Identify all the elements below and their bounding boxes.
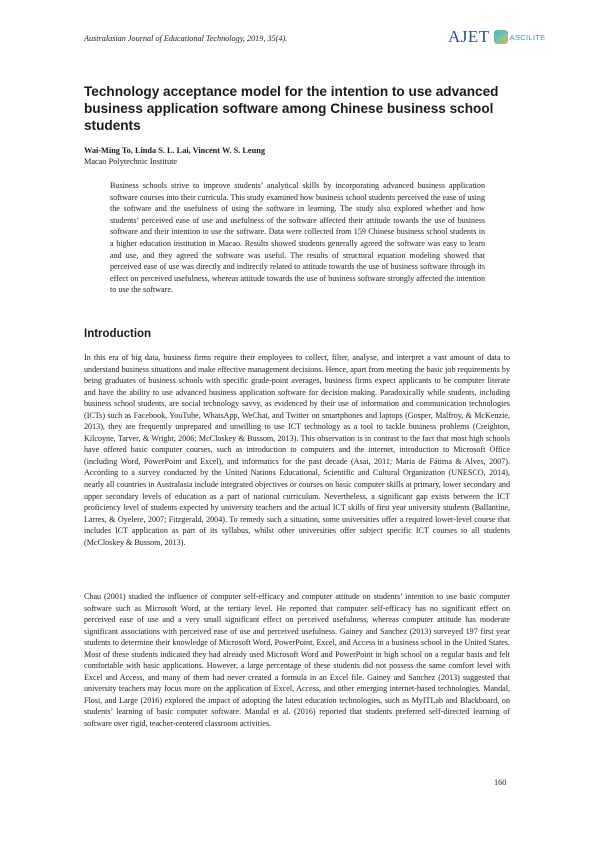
running-header: Australasian Journal of Educational Technology, 2019, 35(4). bbox=[84, 34, 288, 43]
journal-logo bbox=[448, 28, 545, 46]
section-heading-introduction: Introduction bbox=[84, 328, 152, 340]
ajet-logo-text: AJET bbox=[448, 27, 490, 46]
introduction-paragraph-1: In this era of big data, business firms require their employees to collect, filter, analyse, and interpret a vast amount of data to understand business situations and make effective management decisions. Hence, apart from meeting the basic job requirements by being graduates of business schools with specific grade-point averages, business firms expect applicants to be computer literate and have the ability to use advanced business application software for decision making. Paradoxically while students, including business school students, are social technology savvy, as evidenced by their use of information and communication technologies (ICTs) such as Facebook, YouTube, WhatsApp, WeChat, and Twitter on smartphones and laptops (Gosper, Malfroy, & McKenzie, 2013), they are frequently unprepared and unwilling to use ICT technology as a tool to tackle business problems (Creighton, Kilcoyne, Tarver, & Wright, 2006; McCloskey & Bussom, 2013). This observation is in contrast to the fact that most high schools have offered basic computer courses, such as introduction to computers and the internet, introduction to Microsoft Office (including Word, PowerPoint and Excel), and informatics for the past decade (Asai, 2011; Maria de Fátima & Alves, 2007). According to a survey conducted by the United Nations Educational, Scientific and Cultural Organization (UNESCO, 2014), nearly all countries in Australasia include integrated objectives or courses on basic computer skills at primary, lower secondary and upper secondary levels of education as a part of national curriculum. Nevertheless, a significant gap exists between the ICT proficiency level of students expected by university teachers and the actual ICT skills of first year university students (Ballantine, Larres, & Oyelere, 2007; Fitzgerald, 2004). To remedy such a situation, some universities offer a required lower-level course that includes ICT application as part of its syllabus, whilst other universities offer subject specific ICT courses to all students (McCloskey & Bussom, 2013). bbox=[84, 353, 510, 547]
page-number: 160 bbox=[494, 778, 507, 787]
ascilite-logo-icon bbox=[494, 30, 508, 44]
article-title: Technology acceptance model for the intention to use advanced business application software among Chinese business school students bbox=[84, 84, 499, 133]
author-affiliation: Macao Polytechnic Institute bbox=[84, 157, 178, 166]
ascilite-logo-text: ASCILITE bbox=[509, 32, 546, 42]
introduction-paragraph-2: Chau (2001) studied the influence of computer self-efficacy and computer attitude on students’ intention to use basic computer software such as Microsoft Word, at the tertiary level. He reported that computer self-efficacy has no significant effect on perceived ease of use and a very small significant effect on perceived usefulness, whereas computer attitude has moderate significant associations with perceived ease of use and perceived usefulness. Gainey and Sanchez (2013) surveyed 197 first year students to determine their knowledge of Microsoft Word, PowerPoint, Excel, and Access in a business school in the United States. Most of these students indicated they had already used Microsoft Word and PowerPoint in high school on a regular basis and felt comfortable with basic applications. However, a large percentage of these students did not possess the same comfort level with Excel and Access, and many of them had never created a formula in an Excel file. Gainey and Sanchez (2013) suggested that university teachers may focus more on the application of Excel, Access, and other emerging internet-based technologies. Mandal, Flosi, and Large (2016) explored the impact of adopting the latest education technologies, such as MyITLab and Blackboard, on students’ learning of basic computer software. Mandal et al. (2016) reported that students preferred self-directed learning of software over rigid, teacher-centered classroom activities. bbox=[84, 592, 510, 729]
author-list: Wai-Ming To, Linda S. L. Lai, Vincent W. S. Leung bbox=[84, 146, 265, 155]
abstract: Business schools strive to improve students’ analytical skills by incorporating advanced business application software courses into their curricula. This study examined how business school students perceived the ease of using the software and the usefulness of using the software in learning. The study also explored whether and how students’ perceived ease of use and usefulness of the software affected their attitude towards the use of business software and their intention to use the software. Data were collected from 159 Chinese business school students in a higher education institution in Macao. Results showed students generally agreed the software was easy to learn and use, and they agreed the software was useful. The results of structural equation modeling showed that perceived ease of use was directly and indirectly related to attitude towards the use of business software through its effect on perceived usefulness, whereas attitude towards the use of business software strongly affected the intention to use the software. bbox=[110, 181, 485, 295]
